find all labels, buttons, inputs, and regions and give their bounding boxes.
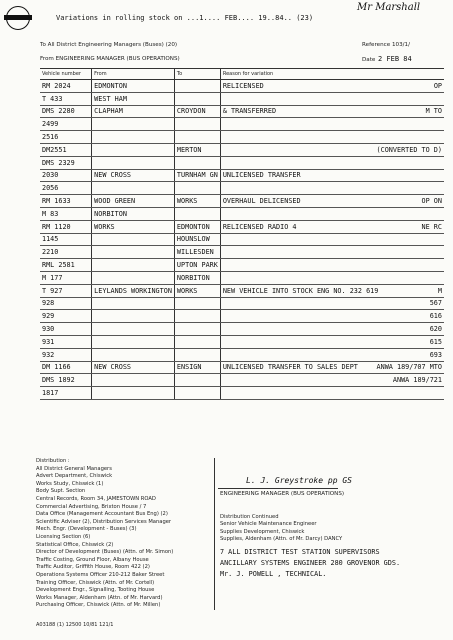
- reason-cell: [220, 105, 444, 118]
- to-cell: UPTON PARK: [174, 259, 220, 272]
- column-header-reason: Reason for variation: [220, 69, 444, 80]
- distribution-item: All District General Managers: [36, 465, 112, 472]
- margin-note: ANWA 189/721: [392, 376, 442, 385]
- title-line: Variations in rolling stock on ...1.... FEB.... 19..84.. (23): [56, 14, 314, 22]
- table-row: [40, 207, 444, 220]
- table-row: [40, 310, 444, 323]
- continued-item: Supplies Development, Chiswick: [220, 528, 305, 535]
- vehicle-number-cell: RM 1120: [40, 220, 92, 233]
- distribution-item: Purchasing Officer, Chiswick (Attn. of Mr. Millen): [36, 602, 161, 609]
- from-cell: CLAPHAM: [92, 105, 175, 118]
- handwritten-annotation: Mr Marshall: [357, 2, 421, 13]
- vehicle-number-cell: T 927: [40, 284, 92, 297]
- distribution-item: Statistical Office, Chiswick (2): [36, 541, 114, 548]
- reason-text: RELICENSED RADIO 4: [222, 222, 297, 231]
- distribution-item: Licensing Section (6): [36, 533, 91, 540]
- reason-cell: [220, 233, 444, 246]
- distribution-item: Training Officer, Chiswick (Attn. of Mr. Cortell): [36, 579, 155, 586]
- from-cell: NORBITON: [92, 207, 175, 220]
- from-cell: WEST HAM: [92, 92, 175, 105]
- vehicle-number-cell: 2210: [40, 246, 92, 259]
- from-cell: [92, 143, 175, 156]
- distribution-item: Commercial Advertising, Brixton House / 7: [36, 503, 147, 510]
- from-cell: [92, 259, 175, 272]
- reason-text: & TRANSFERRED: [222, 107, 277, 116]
- margin-note: 620: [429, 325, 442, 334]
- distribution-item: Works Study, Chiswick (1): [36, 480, 104, 487]
- reason-cell: [220, 323, 444, 336]
- reason-cell: [220, 131, 444, 144]
- table-row: [40, 182, 444, 195]
- margin-note: M: [437, 286, 442, 295]
- table-row: [40, 284, 444, 297]
- table-row: [40, 233, 444, 246]
- continued-item: Senior Vehicle Maintenance Engineer: [220, 521, 317, 528]
- vehicle-number-cell: 931: [40, 335, 92, 348]
- vehicle-number-cell: RM 2024: [40, 80, 92, 93]
- reason-cell: [220, 387, 444, 400]
- from-cell: WOOD GREEN: [92, 195, 175, 208]
- vehicle-number-cell: 1817: [40, 387, 92, 400]
- vehicle-number-cell: RML 2581: [40, 259, 92, 272]
- column-header-vehicle: Vehicle number: [40, 69, 92, 80]
- margin-note: ANWA 189/707 MTO: [376, 363, 442, 372]
- distribution-item: Scientific Adviser (2), Distribution Services Manager: [36, 518, 172, 525]
- handwritten-line: Mr. J. POWELL , TECHNICAL.: [220, 570, 327, 578]
- reason-cell: [220, 169, 444, 182]
- distribution-item: Body Supt. Section: [36, 488, 86, 495]
- distribution-list: [36, 458, 216, 610]
- vehicle-number-cell: 2516: [40, 131, 92, 144]
- margin-note: 567: [429, 299, 442, 308]
- reason-text: RELICENSED: [222, 81, 264, 90]
- margin-note: (CONVERTED TO D): [376, 145, 442, 154]
- to-cell: [174, 310, 220, 323]
- to-cell: EDMONTON: [174, 220, 220, 233]
- reason-cell: [220, 348, 444, 361]
- distribution-item: Traffic Costing, Ground Floor, Albany House: [36, 556, 149, 563]
- vehicle-number-cell: 2030: [40, 169, 92, 182]
- distribution-item: Works Manager, Aldenham (Attn. of Mr. Harvard): [36, 594, 163, 601]
- to-cell: WORKS: [174, 195, 220, 208]
- table-row: [40, 195, 444, 208]
- distribution-item: Mech. Engr. (Development - Buses) (3): [36, 526, 137, 533]
- to-cell: [174, 207, 220, 220]
- to-cell: [174, 335, 220, 348]
- reason-cell: [220, 271, 444, 284]
- column-header-to: To: [174, 69, 220, 80]
- from-cell: [92, 271, 175, 284]
- table-header-row: [40, 69, 444, 80]
- reason-cell: [220, 374, 444, 387]
- table-row: [40, 271, 444, 284]
- to-cell: [174, 387, 220, 400]
- table-row: [40, 323, 444, 336]
- distribution-item: Traffic Auditor, Griffith House, Room 422 (2): [36, 564, 150, 571]
- to-cell: HOUNSLOW: [174, 233, 220, 246]
- reason-cell: [220, 118, 444, 131]
- reason-cell: [220, 182, 444, 195]
- reason-cell: [220, 335, 444, 348]
- from-cell: [92, 348, 175, 361]
- from-cell: [92, 387, 175, 400]
- table-row: [40, 118, 444, 131]
- continued-item: Supplies, Aldenham (Attn. of Mr. Darcy) DANCY: [220, 536, 343, 543]
- reason-cell: [220, 143, 444, 156]
- reason-text: UNLICENSED TRANSFER: [222, 171, 301, 180]
- reason-cell: [220, 297, 444, 310]
- form-code: A03188 (1) 12500 10/81 121/1: [36, 622, 114, 628]
- vehicle-number-cell: 930: [40, 323, 92, 336]
- reason-cell: [220, 246, 444, 259]
- reason-cell: [220, 92, 444, 105]
- signature-block: ENGINEERING MANAGER (BUS OPERATIONS): [220, 491, 345, 497]
- table-row: [40, 246, 444, 259]
- reason-text: UNLICENSED TRANSFER TO SALES DEPT: [222, 363, 358, 372]
- table-row: [40, 348, 444, 361]
- from-cell: [92, 156, 175, 169]
- from-cell: [92, 297, 175, 310]
- distribution-item: Director of Development (Buses) (Attn. of Mr. Simon): [36, 549, 174, 556]
- from-cell: NEW CROSS: [92, 169, 175, 182]
- margin-note: 616: [429, 312, 442, 321]
- vehicle-number-cell: T 433: [40, 92, 92, 105]
- from-cell: [92, 374, 175, 387]
- vehicle-number-cell: DM 1166: [40, 361, 92, 374]
- distribution-item: Development Engr., Signalling, Tooting House: [36, 587, 155, 594]
- table-row: [40, 80, 444, 93]
- table-row: [40, 361, 444, 374]
- vehicle-number-cell: DMS 1892: [40, 374, 92, 387]
- vehicle-number-cell: RM 1633: [40, 195, 92, 208]
- table-row: [40, 259, 444, 272]
- reason-cell: [220, 156, 444, 169]
- from-cell: [92, 246, 175, 259]
- handwritten-additions: [220, 547, 400, 580]
- from-cell: [92, 323, 175, 336]
- reason-cell: [220, 284, 444, 297]
- to-cell: WORKS: [174, 284, 220, 297]
- reason-cell: [220, 259, 444, 272]
- reference-label: Reference 103/1/: [362, 42, 410, 48]
- reason-text: OVERHAUL DELICENSED: [222, 197, 301, 206]
- to-cell: [174, 323, 220, 336]
- from-cell: [92, 118, 175, 131]
- to-cell: [174, 156, 220, 169]
- vehicle-number-cell: 1145: [40, 233, 92, 246]
- to-cell: [174, 92, 220, 105]
- vehicle-number-cell: DMS 2280: [40, 105, 92, 118]
- reason-cell: [220, 220, 444, 233]
- table-row: [40, 335, 444, 348]
- reason-cell: [220, 80, 444, 93]
- margin-note: 693: [429, 350, 442, 359]
- vehicle-number-cell: M 83: [40, 207, 92, 220]
- reason-cell: [220, 207, 444, 220]
- handwritten-line: 7 ALL DISTRICT TEST STATION SUPERVISORS: [220, 548, 380, 556]
- to-cell: ENSIGN: [174, 361, 220, 374]
- continued-heading: Distribution Continued: [220, 514, 279, 520]
- table-row: [40, 374, 444, 387]
- from-line: From ENGINEERING MANAGER (BUS OPERATIONS): [40, 56, 180, 62]
- reason-cell: [220, 361, 444, 374]
- table-row: [40, 169, 444, 182]
- margin-note: OP ON: [421, 197, 442, 206]
- to-cell: NORBITON: [174, 271, 220, 284]
- distribution-heading: Distribution :: [36, 458, 70, 464]
- from-cell: [92, 131, 175, 144]
- to-cell: [174, 374, 220, 387]
- to-cell: [174, 348, 220, 361]
- distribution-item: Data Office (Management Accountant Bus Eng) (2): [36, 511, 168, 518]
- date-value: 2 FEB 84: [378, 55, 412, 63]
- vehicle-number-cell: M 177: [40, 271, 92, 284]
- from-cell: LEYLANDS WORKINGTON: [92, 284, 175, 297]
- to-cell: CROYDON: [174, 105, 220, 118]
- table-row: [40, 387, 444, 400]
- from-cell: EDMONTON: [92, 80, 175, 93]
- to-line: To All District Engineering Managers (Buses) (20): [40, 42, 178, 48]
- to-cell: [174, 182, 220, 195]
- to-cell: TURNHAM GN: [174, 169, 220, 182]
- reason-cell: [220, 310, 444, 323]
- table-row: [40, 92, 444, 105]
- to-cell: [174, 80, 220, 93]
- date-label: Date: [362, 57, 376, 63]
- from-cell: [92, 182, 175, 195]
- handwritten-line: ANCILLARY SYSTEMS ENGINEER 280 GROVENOR GDS.: [220, 559, 401, 567]
- table-row: [40, 131, 444, 144]
- column-header-from: From: [92, 69, 175, 80]
- distribution-continued: [220, 514, 445, 544]
- from-cell: NEW CROSS: [92, 361, 175, 374]
- from-cell: [92, 233, 175, 246]
- table-row: [40, 143, 444, 156]
- to-cell: [174, 131, 220, 144]
- vehicle-number-cell: 2056: [40, 182, 92, 195]
- table-row: [40, 220, 444, 233]
- to-cell: [174, 297, 220, 310]
- distribution-item: Operations Systems Officer 210-212 Baker Street: [36, 571, 165, 578]
- distribution-item: Central Records, Room 34, JAMESTOWN ROAD: [36, 495, 156, 502]
- vehicle-number-cell: DM2551: [40, 143, 92, 156]
- vehicle-number-cell: 2499: [40, 118, 92, 131]
- to-cell: WILLESDEN: [174, 246, 220, 259]
- to-cell: [174, 118, 220, 131]
- variations-table: [40, 68, 444, 400]
- vehicle-number-cell: 929: [40, 310, 92, 323]
- from-cell: [92, 310, 175, 323]
- distribution-item: Advert Department, Chiswick: [36, 473, 113, 480]
- from-cell: [92, 335, 175, 348]
- table-row: [40, 297, 444, 310]
- margin-note: NE RC: [421, 222, 442, 231]
- reason-cell: [220, 195, 444, 208]
- reason-text: NEW VEHICLE INTO STOCK ENG NO. 232 619: [222, 286, 379, 295]
- from-cell: WORKS: [92, 220, 175, 233]
- vehicle-number-cell: 928: [40, 297, 92, 310]
- table-row: [40, 105, 444, 118]
- margin-note: 615: [429, 337, 442, 346]
- margin-note: OP: [433, 81, 442, 90]
- vehicle-number-cell: 932: [40, 348, 92, 361]
- london-transport-logo: [6, 6, 30, 30]
- margin-note: M TO: [425, 107, 442, 116]
- vehicle-number-cell: DMS 2329: [40, 156, 92, 169]
- to-cell: MERTON: [174, 143, 220, 156]
- table-row: [40, 156, 444, 169]
- signature: L. J. Greystroke pp GS: [246, 476, 352, 485]
